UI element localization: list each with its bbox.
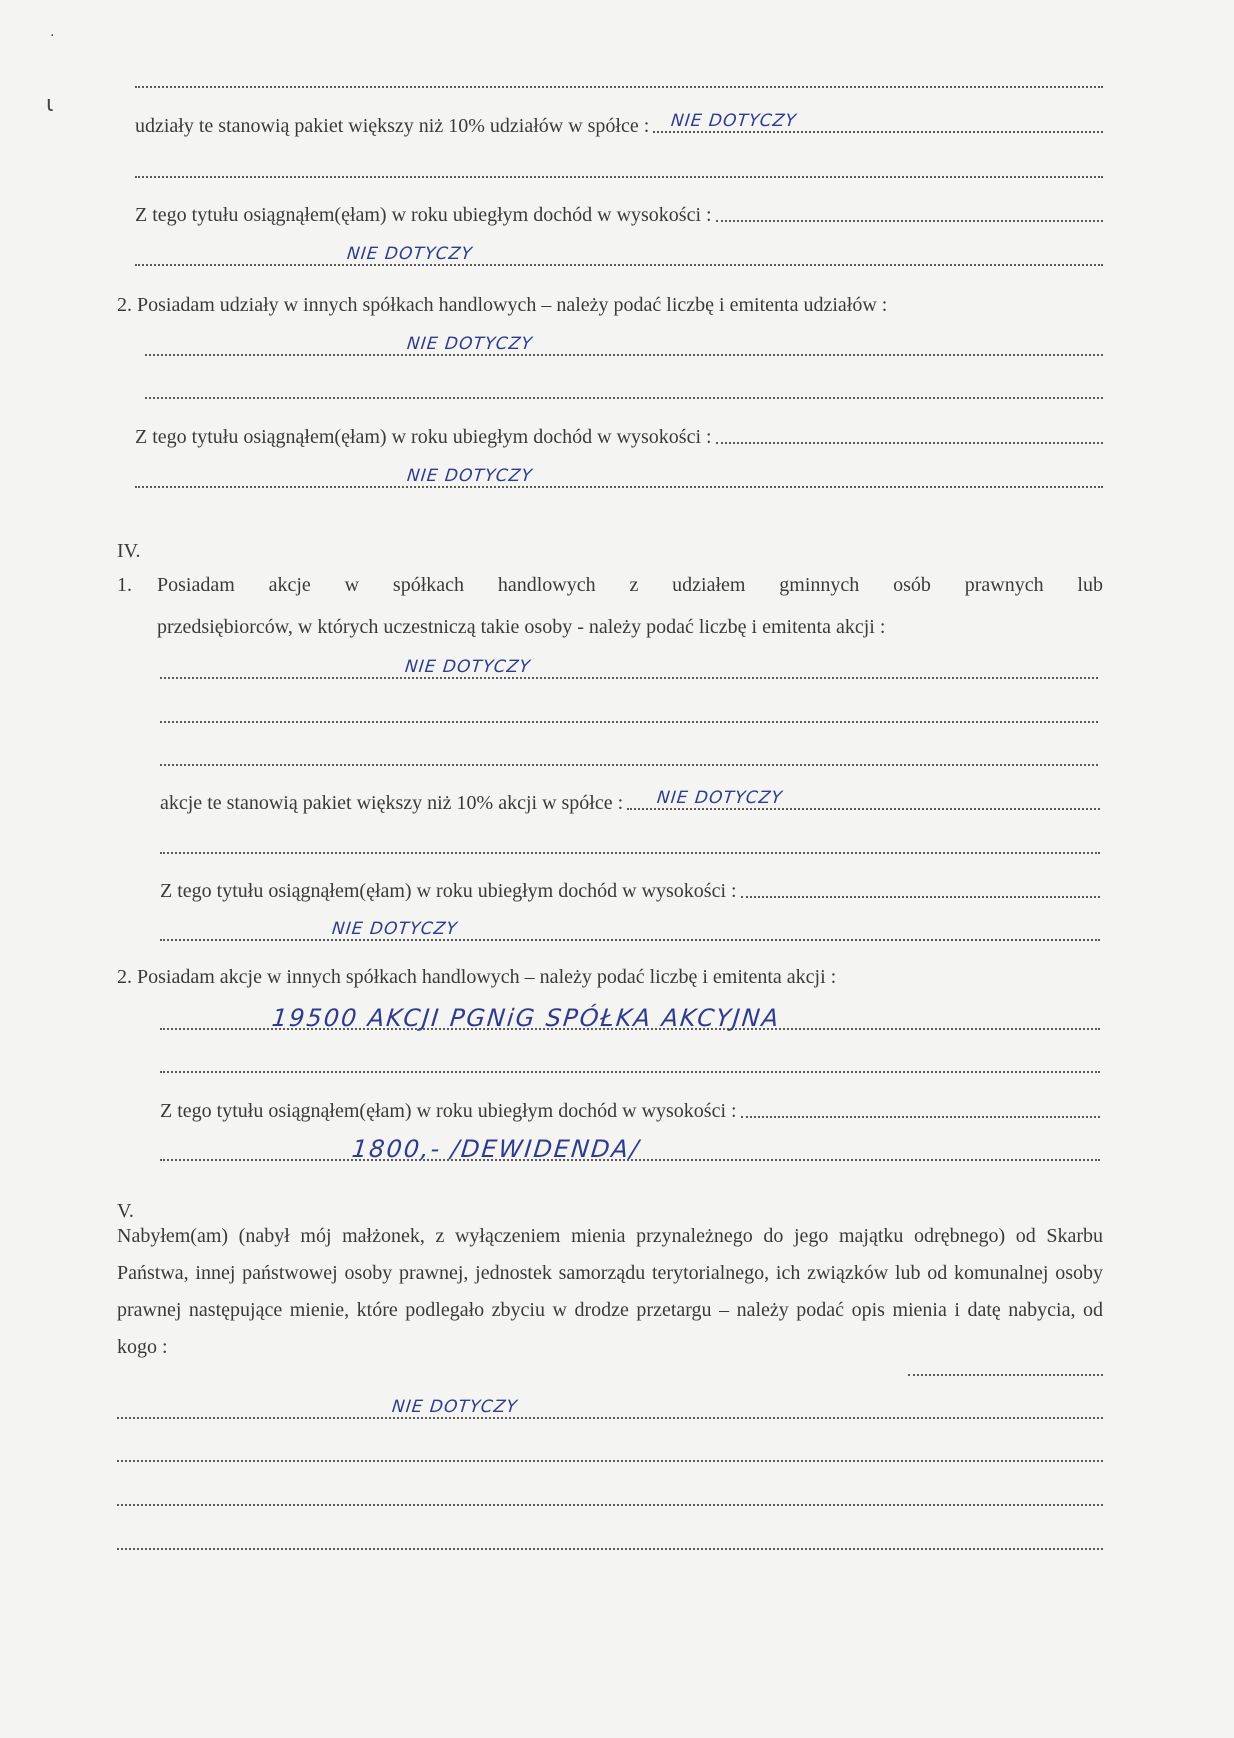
section3-q1-income-row bbox=[135, 196, 1103, 226]
section4-q1-income-row bbox=[160, 872, 1100, 902]
section3-blank-line-1 bbox=[135, 62, 1103, 92]
section5-value-row bbox=[117, 1393, 1103, 1423]
section4-q1-value-row bbox=[160, 653, 1098, 683]
section4-q2-text: 2. Posiadam akcje w innych spółkach handlowych – należy podać liczbę i emitenta akcji : bbox=[117, 966, 837, 988]
section4-blank-line-3 bbox=[160, 828, 1100, 858]
section4-q2-income-label: Z tego tytułu osiągnąłem(ęłam) w roku ubiegłym dochód w wysokości : bbox=[160, 1100, 737, 1122]
section3-q2-income-value-row bbox=[135, 462, 1103, 492]
section3-q1-share-value: NIE DOTYCZY bbox=[670, 111, 799, 131]
section3-q1-income-label: Z tego tytułu osiągnąłem(ęłam) w roku ubiegłym dochód w wysokości : bbox=[135, 204, 712, 226]
section3-q1-share-row bbox=[135, 107, 1103, 137]
section5-blank-line-2 bbox=[117, 1480, 1103, 1510]
section4-q1-share-label: akcje te stanowią pakiet większy niż 10% akcji w spółce : bbox=[160, 792, 624, 814]
scan-mark-dot: · bbox=[50, 28, 55, 44]
section5-text-content: Nabyłem(am) (nabył mój małżonek, z wyłączeniem mienia przynależnego do jego majątku odrębnego) od Skarbu Państwa, innej państwowej osoby prawnej, jednostek samorządu terytorialnego, ich związków lub od komunalnej osoby prawnej następujące mienie, które podlegało zbyciu w drodze przetargu – należy podać opis mienia i datę nabycia, od kogo : bbox=[117, 1225, 1103, 1358]
section4-q1-income-value-row bbox=[160, 915, 1100, 945]
section3-q2-row bbox=[117, 286, 1077, 316]
section4-q2-income-value-row bbox=[160, 1135, 1100, 1165]
section3-q1-income-value-row bbox=[135, 240, 1103, 270]
section5-blank-line-1 bbox=[117, 1436, 1103, 1466]
section3-q1-share-label: udziały te stanowią pakiet większy niż 10% udziałów w spółce : bbox=[135, 115, 650, 137]
section4-q2-income-row bbox=[160, 1092, 1100, 1122]
section4-q1-line2 bbox=[157, 608, 1103, 638]
section3-q2-income-value: NIE DOTYCZY bbox=[405, 466, 534, 486]
section4-blank-line-2 bbox=[160, 740, 1098, 770]
scan-mark-hook: ɩ bbox=[46, 92, 54, 117]
section3-q2-income-label: Z tego tytułu osiągnąłem(ęłam) w roku ubiegłym dochód w wysokości : bbox=[135, 426, 712, 448]
section4-q1-line1 bbox=[117, 566, 1103, 596]
section4-q1-text-line1: Posiadam akcje w spółkach handlowych z udziałem gminnych osób prawnych lub bbox=[157, 574, 1103, 596]
section4-q1-share-value: NIE DOTYCZY bbox=[656, 788, 784, 808]
section4-blank-line-1 bbox=[160, 697, 1098, 727]
section5-blank-line-3 bbox=[117, 1524, 1103, 1554]
section4-q1-income-label: Z tego tytułu osiągnąłem(ęłam) w roku ubiegłym dochód w wysokości : bbox=[160, 880, 737, 902]
section4-q1-value: NIE DOTYCZY bbox=[403, 657, 532, 677]
section4-q2-row bbox=[117, 958, 1097, 988]
section4-q2-income-value: 1800,- /DEWIDENDA/ bbox=[350, 1135, 642, 1163]
section3-blank-line-3 bbox=[145, 373, 1103, 403]
section3-q2-income-row bbox=[135, 418, 1103, 448]
section4-heading: IV. bbox=[117, 540, 141, 562]
section4-q1-income-value: NIE DOTYCZY bbox=[330, 919, 459, 939]
section4-q2-value: 19500 AKCJI PGNiG SPÓŁKA AKCYJNA bbox=[270, 1004, 782, 1032]
section4-q1-number: 1. bbox=[117, 574, 132, 596]
section5-value: NIE DOTYCZY bbox=[390, 1397, 519, 1417]
section4-q2-value-row bbox=[160, 1004, 1100, 1034]
section3-q2-value: NIE DOTYCZY bbox=[405, 334, 534, 354]
section3-q2-value-row bbox=[145, 330, 1103, 360]
section3-q2-text: 2. Posiadam udziały w innych spółkach handlowych – należy podać liczbę i emitenta udziałów : bbox=[117, 294, 888, 316]
section5-text-trailing-dots bbox=[908, 1352, 1103, 1376]
section4-blank-line-4 bbox=[160, 1047, 1100, 1077]
section3-q1-income-value: NIE DOTYCZY bbox=[345, 244, 474, 264]
section4-q1-text-line2: przedsiębiorców, w których uczestniczą takie osoby - należy podać liczbę i emitenta akcji : bbox=[157, 616, 886, 638]
section3-blank-line-2 bbox=[135, 152, 1103, 182]
section5-text bbox=[117, 1218, 1103, 1366]
section5-heading: V. bbox=[117, 1200, 134, 1222]
section4-q1-share-row bbox=[160, 784, 1100, 814]
